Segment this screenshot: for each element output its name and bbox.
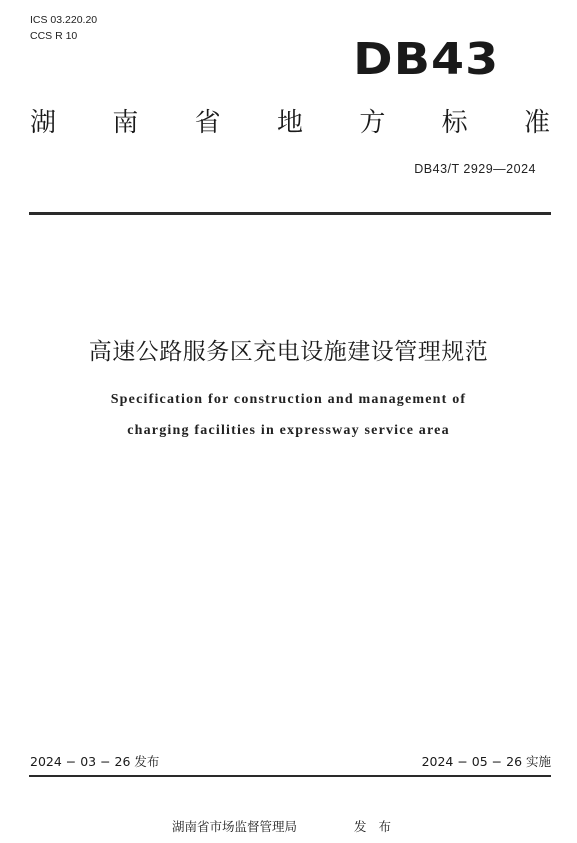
bottom-divider — [29, 775, 551, 777]
top-divider — [29, 212, 551, 215]
document-title-en-line2: charging facilities in expressway service area — [127, 423, 450, 438]
ics-code: ICS 03.220.20 — [30, 14, 98, 26]
standard-type-char: 南 — [112, 108, 139, 138]
document-title-zh: 高速公路服务区充电设施建设管理规范 — [88, 339, 489, 365]
implementation-date: 2024 − 05 − 26 实施 — [421, 754, 551, 769]
standard-type-char: 方 — [359, 108, 386, 138]
standard-logo: DB43 — [352, 34, 499, 85]
standard-type-char: 标 — [441, 108, 468, 138]
standard-type-char: 地 — [276, 108, 303, 138]
standard-number: DB43/T 2929—2024 — [414, 162, 536, 176]
standard-type-char: 省 — [194, 108, 221, 138]
ccs-code: CCS R 10 — [30, 30, 78, 42]
standard-type — [30, 106, 550, 140]
document-title-en-line1: Specification for construction and management of — [110, 392, 467, 407]
standard-type-char: 准 — [523, 108, 550, 138]
publisher-action: 发布 — [354, 819, 404, 834]
publisher-name: 湖南省市场监督管理局 — [172, 819, 298, 834]
issue-date: 2024 − 03 − 26 发布 — [30, 754, 160, 769]
standard-type-char: 湖 — [30, 108, 57, 138]
